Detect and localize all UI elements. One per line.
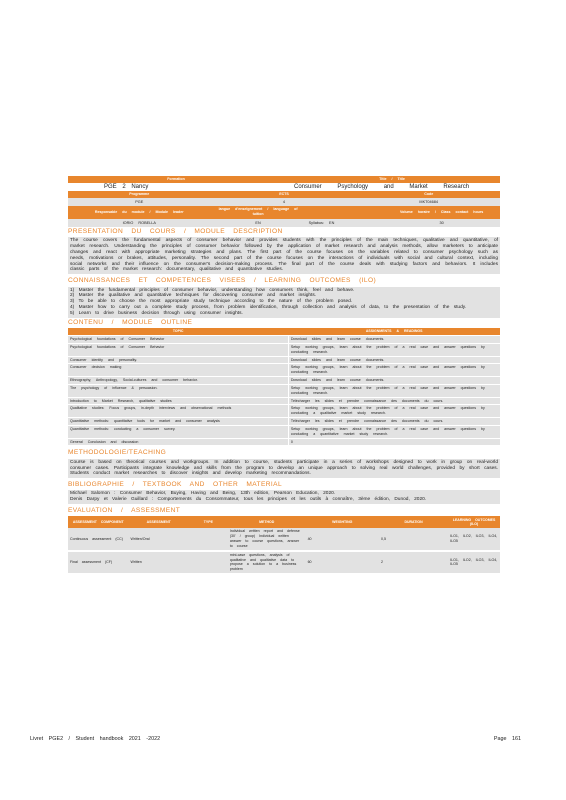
assignment-cell: Download slides and learn course documents. <box>288 356 500 364</box>
topic-cell: Psychological foundations of Consumer Behavior <box>68 343 288 356</box>
assignment-cell: Setup working groups, learn about the problem of a real case and answer questions by conducting a qualitative market study research. <box>288 405 500 418</box>
evaluation-column-header: WEIGHTING <box>306 516 379 528</box>
evaluation-weighting-cell: 60 <box>306 551 379 574</box>
ects-value: 4 <box>282 200 286 204</box>
table-row <box>68 418 500 426</box>
syllabus-language: Syllabus: EN <box>308 221 335 225</box>
evaluation-type-cell <box>189 528 228 550</box>
bibliography-heading: BIBLIOGRAPHIE / TEXTBOOK AND OTHER MATERIAL <box>68 481 283 489</box>
topic-cell: Consumer identity and personality. <box>68 356 288 364</box>
evaluation-component-cell: Continuous assessment (CC) <box>68 528 128 550</box>
evaluation-column-header: TYPE <box>189 516 228 528</box>
table-row <box>68 405 500 418</box>
assignment-cell: Download slides and learn course documents. <box>288 377 500 385</box>
assignment-cell: Setup working groups, learn about the problem of a real case and answer questions by conducting research. <box>288 364 500 377</box>
outcome-item: 3) To be able to choose the most appropriate study technique according to the nature of the problem posed. <box>70 299 353 305</box>
table-row <box>68 343 500 356</box>
evaluation-column-header: DURATION <box>379 516 448 528</box>
evaluation-heading: EVALUATION / ASSESSMENT <box>68 507 181 515</box>
assignment-cell: Setup working groups, learn about the problem of a real case and answer questions by conducting research. <box>288 343 500 356</box>
responsable-value: IORIO ROBELLA <box>122 221 156 225</box>
langue-value: EN <box>255 221 261 225</box>
table-row <box>68 384 500 397</box>
evaluation-duration-cell: 2 <box>379 551 448 574</box>
topic-cell: Quantitative methods: quantitative tools for market and consumer analysis <box>68 418 288 426</box>
evaluation-type-cell <box>189 551 228 574</box>
assignments-column-header: ASSIGNMENTS & READINGS <box>288 328 500 336</box>
evaluation-duration-cell: 0,5 <box>379 528 448 550</box>
code-label: Code <box>357 191 500 198</box>
evaluation-assessment-cell: Written <box>128 551 188 574</box>
evaluation-ilo-cell: ILO1, ILO2, ILO3, ILO4, ILO5 <box>448 551 500 574</box>
outcome-item: 2) Master the qualitative and quantitative techniques for discovering consumer and market insights. <box>70 293 317 299</box>
presentation-heading: PRESENTATION DU COURS / MODULE DESCRIPTION <box>68 228 283 235</box>
topic-cell: Qualitative studies: Focus groups, in-depth interviews and observational methods <box>68 405 288 418</box>
table-row <box>68 335 500 343</box>
footer-handbook-label: Livret PGE2 / Student handbook 2021 -2022 <box>30 736 161 742</box>
volume-value: 30 <box>439 221 444 225</box>
evaluation-ilo-cell: ILO1, ILO2, ILO3, ILO4, ILO5 <box>448 528 500 550</box>
assignment-cell: Setup working groups, learn about the problem of a real case and answer questions by conducting a quantitative market study research. <box>288 425 500 438</box>
bibliography-text <box>68 490 500 504</box>
topic-cell: Psychological foundations of Consumer Behavior <box>68 335 288 343</box>
assignment-cell: Download slides and learn course documents. <box>288 335 500 343</box>
course-info-table <box>68 176 500 191</box>
programme-value: PGE <box>135 200 144 204</box>
outcomes-heading: CONNAISSANCES ET COMPETENCES VISEES / LEARNING OUTCOMES (ILO) <box>68 277 377 285</box>
topic-cell: Introduction to Market Research, qualitative studies <box>68 397 288 405</box>
bibliography-item: Michael Salomon : Consumer Behavior, Buying, Having and Being, 13th edition, Pearson Education, 2020. <box>70 491 336 497</box>
table-row <box>68 397 500 405</box>
evaluation-column-header: METHOD <box>228 516 306 528</box>
outcome-item: 1) Master the fundamental principles of consumer behavior, understanding how consumers think, feel and behave. <box>70 287 355 293</box>
table-row <box>68 356 500 364</box>
table-row <box>68 377 500 385</box>
footer-page-number: Page 161 <box>493 736 521 742</box>
assignment-cell: Télécharger les slides et prendre connaissance des documents du cours. <box>288 418 500 426</box>
outcome-item: 5) Learn to drive business decision through using consumer insights. <box>70 310 243 316</box>
langue-label: langue d'enseignement / language of tuition <box>211 206 306 219</box>
ects-label: ECTS <box>211 191 358 198</box>
formation-label: Formation <box>68 176 284 183</box>
evaluation-method-cell: mini-case questions, analysis of qualitative and qualitative data to propose a solution to a business problem <box>228 551 306 574</box>
assignment-cell: Setup working groups, learn about the problem of a real case and answer questions by conducting research. <box>288 384 500 397</box>
assignment-cell: 0 <box>288 438 500 446</box>
topic-cell: The psychology of influence & persuasion. <box>68 384 288 397</box>
title-value: Consumer Psychology and Market Research <box>294 184 470 190</box>
evaluation-column-header: LEARNING OUTCOMES (ILO) <box>448 516 500 528</box>
module-outline-table <box>68 328 500 447</box>
topic-cell: Consumer decision making <box>68 364 288 377</box>
table-row <box>68 551 500 574</box>
contents-heading: CONTENU / MODULE OUTLINE <box>68 318 193 326</box>
evaluation-component-cell: Final assessment (CF) <box>68 551 128 574</box>
table-row <box>68 438 500 446</box>
presentation-text: The course covers the fundamental aspects of consumer behavior and provides students with the principles of the main techniques, qualitative and quantitative, of market research. Understanding the principles of consumer behavior followed by the application of market research and analysis methods, allow marketers to anticipate changes and react with appropriate marketing strategies and plans. The first part of the course focuses on the variables related to consumer psychology such as needs, motivations or brakes, attitudes, personality. The second part of the course focuses on the interactions of individuals with social and cultural context, including social networks and their influence on the consumer's decision-making process. The final part of the course deals with studying factors and behaviors. It includes classic parts of the market research: documentary, qualitative and quantitative studies. <box>70 238 498 273</box>
evaluation-column-header: ASSESSMENT <box>128 516 188 528</box>
outcome-item: 4) Master how to carry out a complete study process, from problem identification, through collection and analysis of data, to the presentation of the study. <box>70 305 467 311</box>
table-row <box>68 364 500 377</box>
evaluation-assessment-cell: Written/Oral <box>128 528 188 550</box>
course-leader-table <box>68 206 500 227</box>
methodology-heading: METHODOLOGIE/TEACHING <box>68 449 167 457</box>
evaluation-table <box>68 516 500 575</box>
evaluation-column-header: ASSESSMENT COMPONENT <box>68 516 128 528</box>
bibliography-item: Denis Darpy et Valerie Guillard : Comportements du Consommateur, tous les principes et les outils à connaître, 3ème édition, Dunod, 2020. <box>70 497 427 503</box>
title-label: Title / Title <box>284 176 500 183</box>
table-row <box>68 528 500 550</box>
evaluation-weighting-cell: 40 <box>306 528 379 550</box>
topic-cell: Quantitative methods: conducting a consumer survey. <box>68 425 288 438</box>
methodology-text: Course is based on theorical courses and workgroups. In addition to course, students participate in a series of workshops designed to work in group on real-world consumer cases. Participants integrate knowledge and skills from the program to develop an unique approach to solving real world challenges, provided by short cases. Students conduct market researches to discover insights and develop marketing recommandations. <box>70 459 498 477</box>
course-programme-table <box>68 191 500 206</box>
formation-value: PGE 2 Nancy <box>104 184 149 190</box>
page-footer <box>30 736 521 743</box>
outcomes-list <box>68 287 500 318</box>
topic-cell: General Conclusion and discussion <box>68 438 288 446</box>
table-row <box>68 425 500 438</box>
syllabus-page <box>68 176 500 575</box>
topic-cell: Ethnography, Anthropology, Social-cultures and consumer behavior. <box>68 377 288 385</box>
programme-label: Programme <box>68 191 211 198</box>
volume-label: Volume horaire / Class contact hours <box>383 206 500 219</box>
evaluation-method-cell: Individual written report and defense (30' / group) Individual written answer to course questions, answer to course <box>228 528 306 550</box>
responsable-label: Responsable du module / Module leader <box>68 206 211 219</box>
assignment-cell: Télécharger les slides et prendre connaissance des documents du cours. <box>288 397 500 405</box>
topic-column-header: TOPIC <box>68 328 288 336</box>
code-value: MKT04684 <box>419 200 438 204</box>
